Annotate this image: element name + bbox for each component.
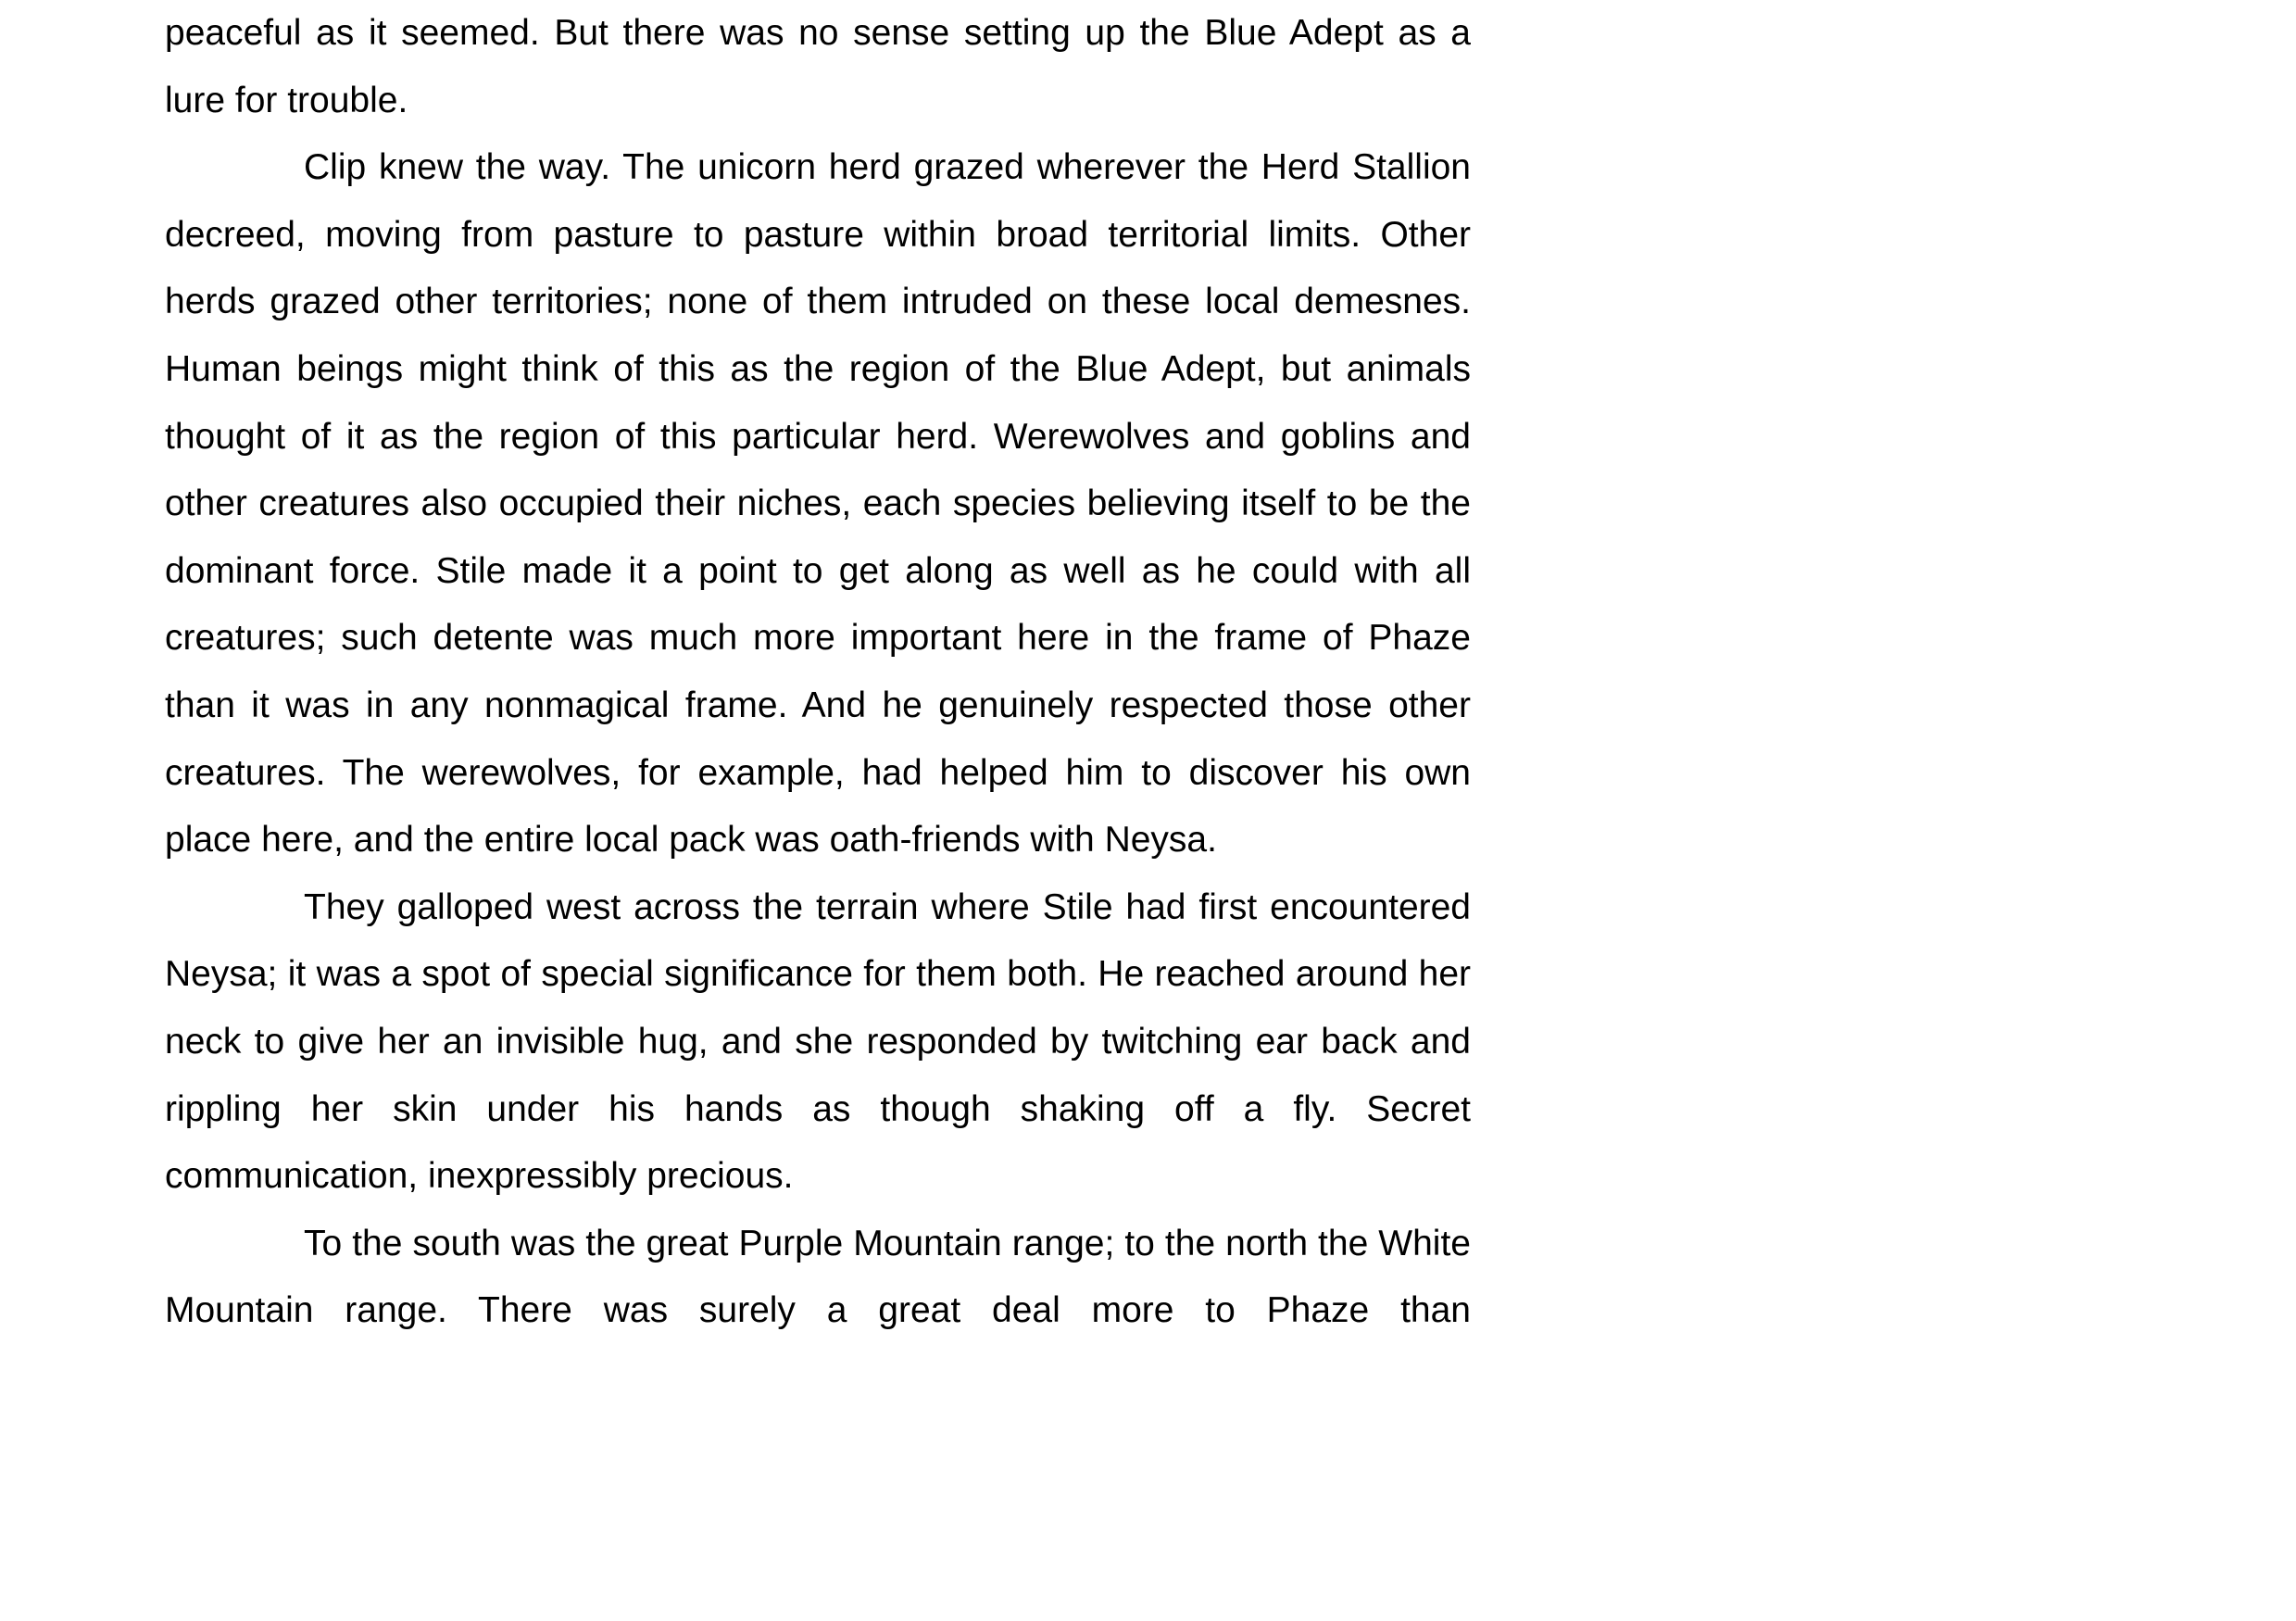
paragraph-4: To the south was the great Purple Mountain range; to the north the White Mountain range. There was surely a great deal more to Phaze than <box>165 1223 1471 1331</box>
body-text <box>165 0 1471 1345</box>
paragraph-1: peaceful as it seemed. But there was no sense setting up the Blue Adept as a lure for trouble. <box>165 13 1471 120</box>
paragraph-2: Clip knew the way. The unicorn herd grazed wherever the Herd Stallion decreed, moving from pasture to pasture within broad territorial limits. Other herds grazed other territories; none of them intruded on these local demesnes. Human beings might think of this as the region of the Blue Adept, but animals thought of it as the region of this particular herd. Werewolves and goblins and other creatures also occupied their niches, each species believing itself to be the dominant force. Stile made it a point to get along as well as he could with all creatures; such detente was much more important here in the frame of Phaze than it was in any nonmagical frame. And he genuinely respected those other creatures. The werewolves, for example, had helped him to discover his own place here, and the entire local pack was oath-friends with Neysa. <box>165 147 1471 861</box>
paragraph-3: They galloped west across the terrain where Stile had first encountered Neysa; it was a spot of special significance for them both. He reached around her neck to give her an invisible hug, and she responded by twitching ear back and rippling her skin under his hands as though shaking off a fly. Secret communication, inexpressibly precious. <box>165 886 1471 1197</box>
